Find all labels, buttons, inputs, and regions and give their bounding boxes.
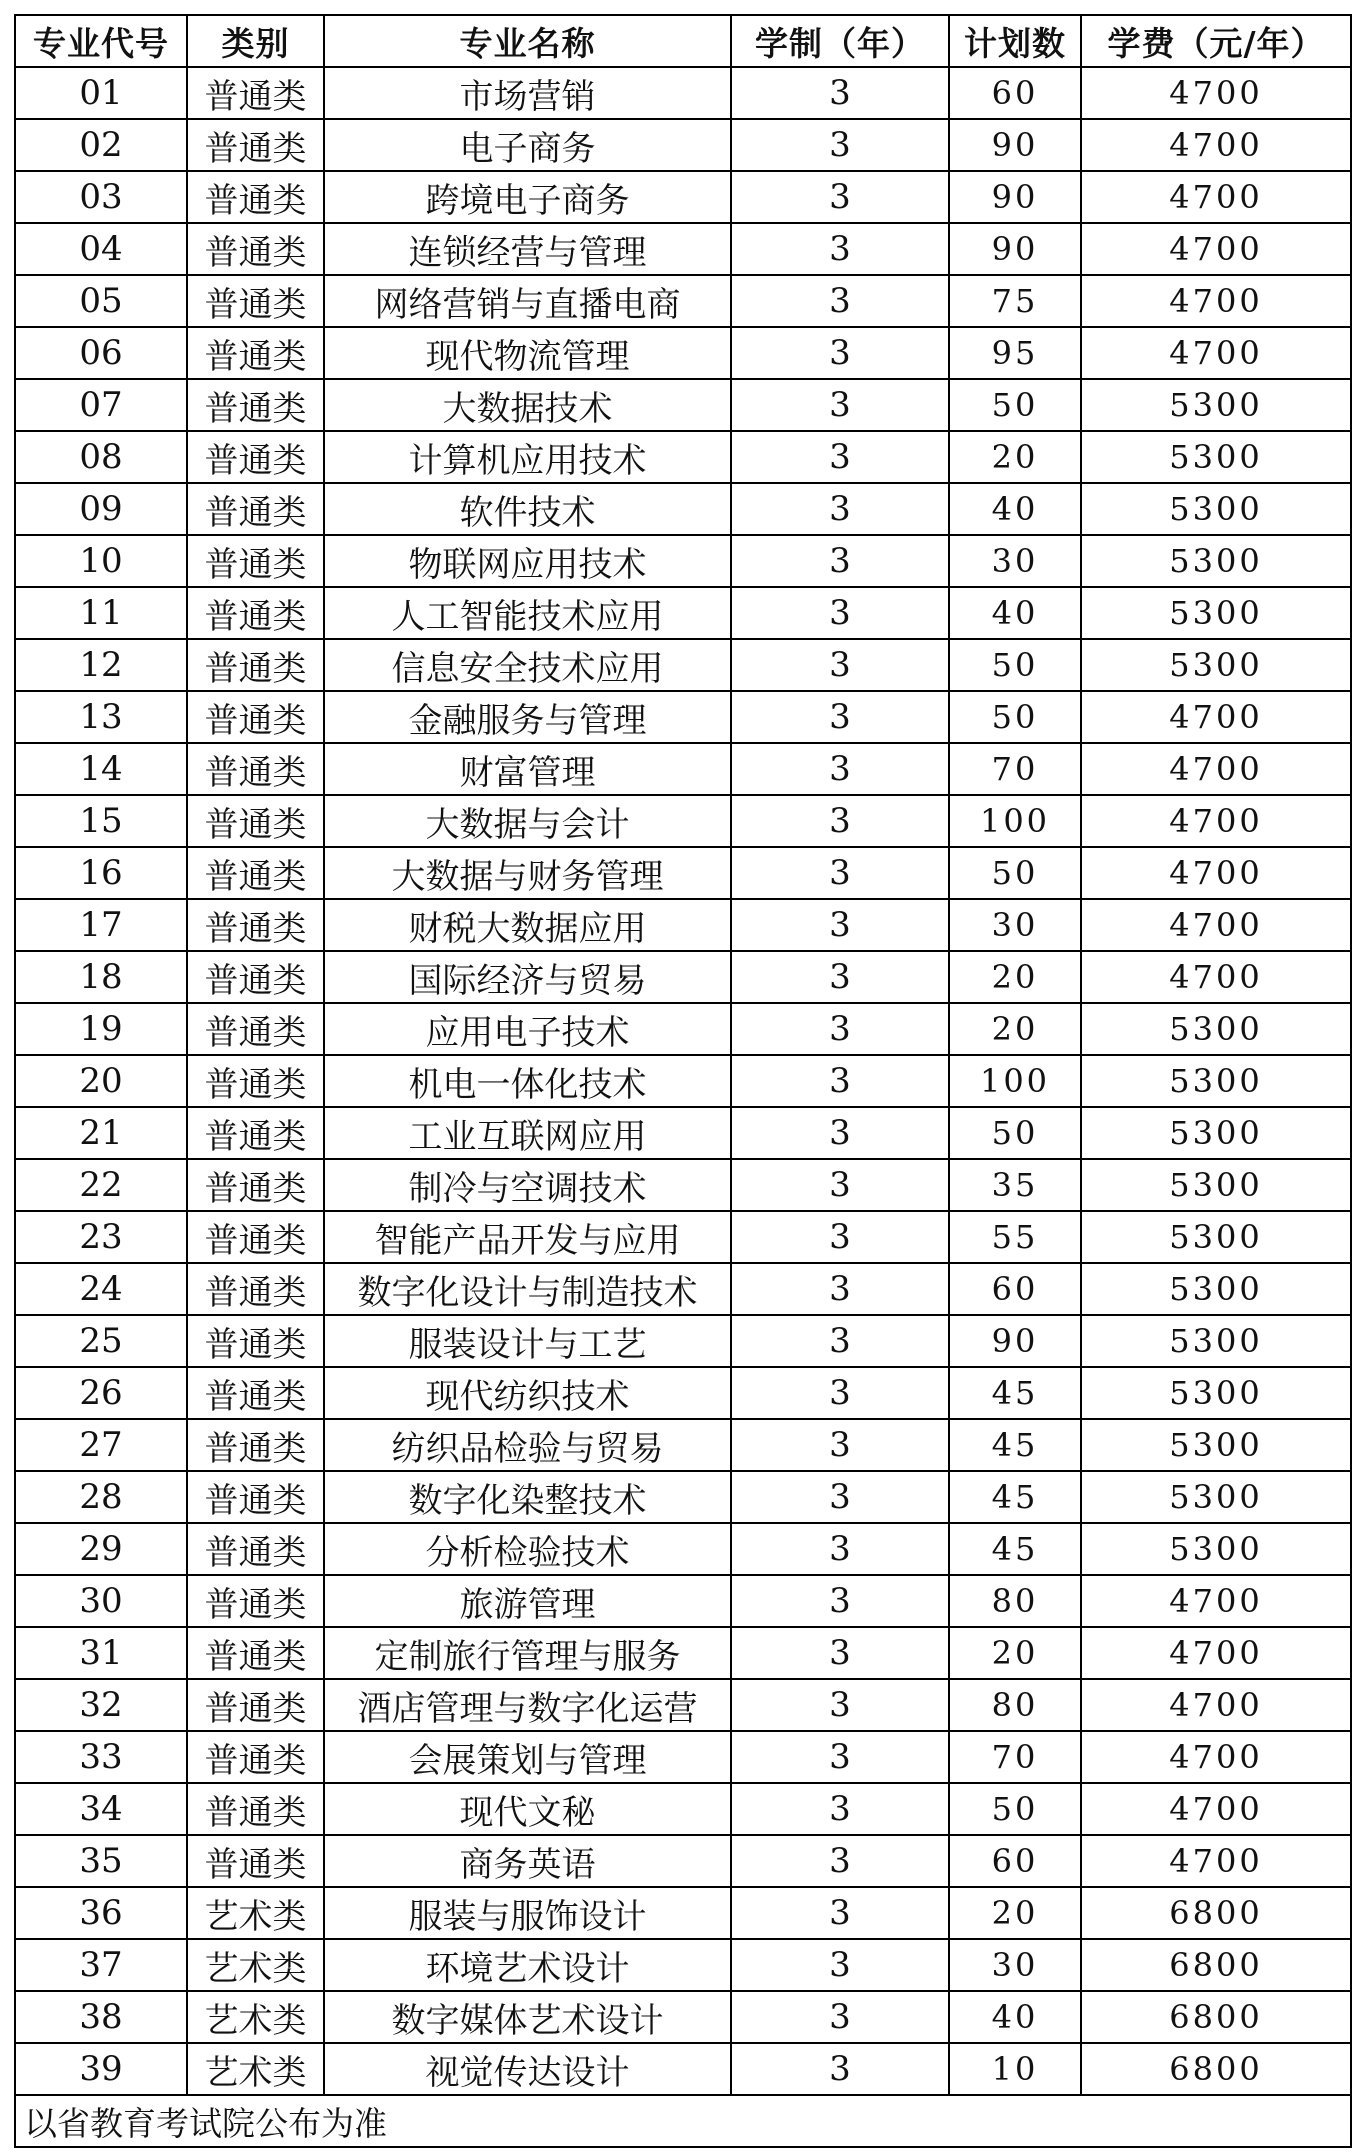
- cell-plan: 90: [949, 171, 1081, 223]
- cell-code: 05: [15, 275, 187, 327]
- cell-plan: 30: [949, 899, 1081, 951]
- table-row: [15, 899, 1351, 951]
- table-row: [15, 1159, 1351, 1211]
- cell-plan: 30: [949, 535, 1081, 587]
- cell-category: 普通类: [187, 1367, 324, 1419]
- cell-category: 普通类: [187, 1731, 324, 1783]
- cell-name: 网络营销与直播电商: [324, 275, 731, 327]
- cell-code: 22: [15, 1159, 187, 1211]
- cell-name: 软件技术: [324, 483, 731, 535]
- table-row: [15, 483, 1351, 535]
- cell-fee: 5300: [1081, 639, 1351, 691]
- table-row: [15, 847, 1351, 899]
- cell-category: 普通类: [187, 639, 324, 691]
- cell-category: 普通类: [187, 1263, 324, 1315]
- cell-code: 25: [15, 1315, 187, 1367]
- cell-fee: 6800: [1081, 2043, 1351, 2095]
- cell-category: 艺术类: [187, 2043, 324, 2095]
- cell-fee: 5300: [1081, 1107, 1351, 1159]
- cell-plan: 20: [949, 1003, 1081, 1055]
- cell-fee: 5300: [1081, 1523, 1351, 1575]
- cell-category: 普通类: [187, 275, 324, 327]
- cell-fee: 5300: [1081, 1367, 1351, 1419]
- cell-code: 02: [15, 119, 187, 171]
- cell-category: 普通类: [187, 587, 324, 639]
- table-row: [15, 67, 1351, 119]
- cell-plan: 90: [949, 1315, 1081, 1367]
- cell-code: 03: [15, 171, 187, 223]
- cell-plan: 60: [949, 67, 1081, 119]
- cell-years: 3: [731, 1419, 949, 1471]
- cell-years: 3: [731, 1575, 949, 1627]
- cell-category: 普通类: [187, 379, 324, 431]
- cell-name: 跨境电子商务: [324, 171, 731, 223]
- cell-name: 连锁经营与管理: [324, 223, 731, 275]
- cell-category: 普通类: [187, 1471, 324, 1523]
- table-row: [15, 743, 1351, 795]
- table-row: [15, 379, 1351, 431]
- cell-plan: 20: [949, 1887, 1081, 1939]
- table-row: [15, 431, 1351, 483]
- header-plan: 计划数: [949, 15, 1081, 67]
- table-row: [15, 535, 1351, 587]
- cell-years: 3: [731, 639, 949, 691]
- cell-years: 3: [731, 1991, 949, 2043]
- cell-plan: 70: [949, 1731, 1081, 1783]
- cell-name: 市场营销: [324, 67, 731, 119]
- table-row: [15, 1211, 1351, 1263]
- table-header-row: [15, 15, 1351, 67]
- cell-fee: 4700: [1081, 743, 1351, 795]
- cell-name: 酒店管理与数字化运营: [324, 1679, 731, 1731]
- cell-name: 大数据技术: [324, 379, 731, 431]
- cell-fee: 4700: [1081, 223, 1351, 275]
- cell-category: 普通类: [187, 1107, 324, 1159]
- cell-plan: 100: [949, 1055, 1081, 1107]
- cell-years: 3: [731, 691, 949, 743]
- cell-code: 19: [15, 1003, 187, 1055]
- cell-code: 04: [15, 223, 187, 275]
- table-row: [15, 1939, 1351, 1991]
- cell-category: 普通类: [187, 1055, 324, 1107]
- cell-fee: 4700: [1081, 1627, 1351, 1679]
- cell-category: 艺术类: [187, 1991, 324, 2043]
- cell-fee: 4700: [1081, 795, 1351, 847]
- cell-code: 29: [15, 1523, 187, 1575]
- cell-name: 数字化染整技术: [324, 1471, 731, 1523]
- cell-years: 3: [731, 1731, 949, 1783]
- table-row: [15, 1315, 1351, 1367]
- table-row: [15, 275, 1351, 327]
- cell-name: 机电一体化技术: [324, 1055, 731, 1107]
- cell-code: 27: [15, 1419, 187, 1471]
- cell-plan: 60: [949, 1835, 1081, 1887]
- cell-code: 32: [15, 1679, 187, 1731]
- cell-category: 普通类: [187, 67, 324, 119]
- cell-code: 16: [15, 847, 187, 899]
- cell-fee: 6800: [1081, 1991, 1351, 2043]
- cell-name: 大数据与财务管理: [324, 847, 731, 899]
- cell-name: 环境艺术设计: [324, 1939, 731, 1991]
- cell-years: 3: [731, 275, 949, 327]
- cell-code: 01: [15, 67, 187, 119]
- cell-name: 服装与服饰设计: [324, 1887, 731, 1939]
- cell-category: 普通类: [187, 1315, 324, 1367]
- cell-name: 纺织品检验与贸易: [324, 1419, 731, 1471]
- footer-note: 以省教育考试院公布为准: [15, 2095, 1351, 2147]
- cell-fee: 5300: [1081, 1263, 1351, 1315]
- table-footer-row: [15, 2095, 1351, 2147]
- cell-category: 普通类: [187, 951, 324, 1003]
- cell-code: 20: [15, 1055, 187, 1107]
- cell-name: 数字化设计与制造技术: [324, 1263, 731, 1315]
- cell-years: 3: [731, 1367, 949, 1419]
- cell-years: 3: [731, 951, 949, 1003]
- cell-category: 普通类: [187, 223, 324, 275]
- cell-category: 普通类: [187, 1419, 324, 1471]
- cell-years: 3: [731, 795, 949, 847]
- cell-name: 旅游管理: [324, 1575, 731, 1627]
- cell-fee: 4700: [1081, 171, 1351, 223]
- cell-name: 服装设计与工艺: [324, 1315, 731, 1367]
- cell-category: 普通类: [187, 1575, 324, 1627]
- cell-plan: 90: [949, 223, 1081, 275]
- cell-name: 制冷与空调技术: [324, 1159, 731, 1211]
- cell-name: 金融服务与管理: [324, 691, 731, 743]
- table-row: [15, 1627, 1351, 1679]
- cell-years: 3: [731, 171, 949, 223]
- cell-years: 3: [731, 1523, 949, 1575]
- cell-fee: 5300: [1081, 535, 1351, 587]
- cell-years: 3: [731, 1835, 949, 1887]
- cell-code: 17: [15, 899, 187, 951]
- table-row: [15, 1419, 1351, 1471]
- cell-name: 应用电子技术: [324, 1003, 731, 1055]
- table-row: [15, 1835, 1351, 1887]
- cell-category: 普通类: [187, 1523, 324, 1575]
- cell-plan: 45: [949, 1471, 1081, 1523]
- cell-code: 12: [15, 639, 187, 691]
- cell-years: 3: [731, 1471, 949, 1523]
- cell-name: 信息安全技术应用: [324, 639, 731, 691]
- cell-fee: 5300: [1081, 1211, 1351, 1263]
- cell-name: 物联网应用技术: [324, 535, 731, 587]
- cell-category: 普通类: [187, 795, 324, 847]
- cell-fee: 6800: [1081, 1887, 1351, 1939]
- cell-name: 财税大数据应用: [324, 899, 731, 951]
- table-row: [15, 1783, 1351, 1835]
- cell-name: 电子商务: [324, 119, 731, 171]
- cell-code: 14: [15, 743, 187, 795]
- cell-fee: 4700: [1081, 67, 1351, 119]
- cell-category: 普通类: [187, 899, 324, 951]
- cell-code: 10: [15, 535, 187, 587]
- cell-code: 31: [15, 1627, 187, 1679]
- cell-code: 39: [15, 2043, 187, 2095]
- cell-plan: 10: [949, 2043, 1081, 2095]
- cell-years: 3: [731, 1627, 949, 1679]
- header-name: 专业名称: [324, 15, 731, 67]
- cell-years: 3: [731, 1679, 949, 1731]
- cell-plan: 50: [949, 691, 1081, 743]
- table-row: [15, 2043, 1351, 2095]
- cell-plan: 35: [949, 1159, 1081, 1211]
- cell-code: 23: [15, 1211, 187, 1263]
- cell-years: 3: [731, 1211, 949, 1263]
- table-row: [15, 1003, 1351, 1055]
- cell-plan: 50: [949, 639, 1081, 691]
- cell-code: 33: [15, 1731, 187, 1783]
- cell-fee: 4700: [1081, 1731, 1351, 1783]
- cell-category: 普通类: [187, 1783, 324, 1835]
- cell-code: 28: [15, 1471, 187, 1523]
- table-row: [15, 327, 1351, 379]
- cell-years: 3: [731, 847, 949, 899]
- cell-code: 34: [15, 1783, 187, 1835]
- enrollment-plan-table: [14, 14, 1352, 2148]
- cell-fee: 4700: [1081, 275, 1351, 327]
- cell-code: 37: [15, 1939, 187, 1991]
- cell-name: 国际经济与贸易: [324, 951, 731, 1003]
- cell-years: 3: [731, 1887, 949, 1939]
- cell-fee: 5300: [1081, 483, 1351, 535]
- cell-name: 会展策划与管理: [324, 1731, 731, 1783]
- cell-fee: 4700: [1081, 119, 1351, 171]
- cell-plan: 40: [949, 587, 1081, 639]
- table-row: [15, 691, 1351, 743]
- cell-fee: 4700: [1081, 1575, 1351, 1627]
- cell-name: 商务英语: [324, 1835, 731, 1887]
- cell-years: 3: [731, 327, 949, 379]
- table-row: [15, 1367, 1351, 1419]
- cell-category: 普通类: [187, 327, 324, 379]
- header-code: 专业代号: [15, 15, 187, 67]
- cell-code: 13: [15, 691, 187, 743]
- table-row: [15, 639, 1351, 691]
- cell-fee: 4700: [1081, 1679, 1351, 1731]
- cell-years: 3: [731, 1315, 949, 1367]
- cell-years: 3: [731, 67, 949, 119]
- cell-plan: 40: [949, 1991, 1081, 2043]
- cell-years: 3: [731, 223, 949, 275]
- cell-plan: 50: [949, 1783, 1081, 1835]
- cell-code: 07: [15, 379, 187, 431]
- cell-category: 普通类: [187, 535, 324, 587]
- cell-code: 24: [15, 1263, 187, 1315]
- table-row: [15, 1107, 1351, 1159]
- cell-fee: 5300: [1081, 379, 1351, 431]
- cell-plan: 60: [949, 1263, 1081, 1315]
- cell-plan: 80: [949, 1575, 1081, 1627]
- cell-years: 3: [731, 1055, 949, 1107]
- cell-name: 现代纺织技术: [324, 1367, 731, 1419]
- cell-years: 3: [731, 1159, 949, 1211]
- cell-category: 普通类: [187, 1003, 324, 1055]
- cell-years: 3: [731, 379, 949, 431]
- cell-plan: 95: [949, 327, 1081, 379]
- cell-plan: 75: [949, 275, 1081, 327]
- cell-code: 15: [15, 795, 187, 847]
- cell-code: 26: [15, 1367, 187, 1419]
- table-row: [15, 1575, 1351, 1627]
- cell-code: 09: [15, 483, 187, 535]
- cell-years: 3: [731, 483, 949, 535]
- table-row: [15, 1991, 1351, 2043]
- cell-fee: 5300: [1081, 1471, 1351, 1523]
- cell-name: 现代文秘: [324, 1783, 731, 1835]
- cell-fee: 5300: [1081, 1315, 1351, 1367]
- cell-category: 艺术类: [187, 1939, 324, 1991]
- cell-category: 普通类: [187, 1159, 324, 1211]
- cell-code: 36: [15, 1887, 187, 1939]
- cell-category: 普通类: [187, 1627, 324, 1679]
- cell-name: 计算机应用技术: [324, 431, 731, 483]
- table-row: [15, 1679, 1351, 1731]
- cell-plan: 45: [949, 1523, 1081, 1575]
- cell-fee: 5300: [1081, 1055, 1351, 1107]
- cell-name: 大数据与会计: [324, 795, 731, 847]
- cell-plan: 50: [949, 379, 1081, 431]
- table-row: [15, 119, 1351, 171]
- header-years: 学制（年）: [731, 15, 949, 67]
- table-row: [15, 1263, 1351, 1315]
- cell-plan: 50: [949, 847, 1081, 899]
- table-row: [15, 587, 1351, 639]
- table-row: [15, 223, 1351, 275]
- cell-category: 艺术类: [187, 1887, 324, 1939]
- cell-name: 现代物流管理: [324, 327, 731, 379]
- table-row: [15, 1887, 1351, 1939]
- cell-category: 普通类: [187, 171, 324, 223]
- cell-fee: 5300: [1081, 1003, 1351, 1055]
- cell-fee: 4700: [1081, 951, 1351, 1003]
- cell-fee: 4700: [1081, 1783, 1351, 1835]
- cell-code: 35: [15, 1835, 187, 1887]
- table-row: [15, 951, 1351, 1003]
- cell-fee: 4700: [1081, 1835, 1351, 1887]
- cell-plan: 45: [949, 1367, 1081, 1419]
- cell-code: 38: [15, 1991, 187, 2043]
- cell-category: 普通类: [187, 1211, 324, 1263]
- cell-category: 普通类: [187, 1835, 324, 1887]
- cell-plan: 80: [949, 1679, 1081, 1731]
- cell-fee: 4700: [1081, 847, 1351, 899]
- cell-fee: 5300: [1081, 1159, 1351, 1211]
- cell-plan: 30: [949, 1939, 1081, 1991]
- cell-category: 普通类: [187, 431, 324, 483]
- cell-name: 工业互联网应用: [324, 1107, 731, 1159]
- cell-plan: 20: [949, 431, 1081, 483]
- cell-plan: 20: [949, 1627, 1081, 1679]
- table-body: [15, 67, 1351, 2095]
- cell-years: 3: [731, 1939, 949, 1991]
- cell-plan: 50: [949, 1107, 1081, 1159]
- cell-plan: 45: [949, 1419, 1081, 1471]
- cell-fee: 4700: [1081, 327, 1351, 379]
- cell-name: 智能产品开发与应用: [324, 1211, 731, 1263]
- table-row: [15, 1471, 1351, 1523]
- header-fee: 学费（元/年）: [1081, 15, 1351, 67]
- table-row: [15, 1055, 1351, 1107]
- cell-years: 3: [731, 743, 949, 795]
- cell-years: 3: [731, 119, 949, 171]
- table-row: [15, 1731, 1351, 1783]
- cell-category: 普通类: [187, 483, 324, 535]
- cell-plan: 100: [949, 795, 1081, 847]
- cell-years: 3: [731, 1783, 949, 1835]
- cell-plan: 55: [949, 1211, 1081, 1263]
- cell-category: 普通类: [187, 119, 324, 171]
- cell-fee: 4700: [1081, 691, 1351, 743]
- cell-years: 3: [731, 431, 949, 483]
- cell-plan: 90: [949, 119, 1081, 171]
- cell-plan: 20: [949, 951, 1081, 1003]
- table-row: [15, 1523, 1351, 1575]
- cell-fee: 5300: [1081, 1419, 1351, 1471]
- cell-plan: 70: [949, 743, 1081, 795]
- cell-fee: 4700: [1081, 899, 1351, 951]
- cell-fee: 5300: [1081, 431, 1351, 483]
- table-row: [15, 171, 1351, 223]
- cell-years: 3: [731, 1003, 949, 1055]
- cell-code: 30: [15, 1575, 187, 1627]
- cell-category: 普通类: [187, 743, 324, 795]
- cell-code: 18: [15, 951, 187, 1003]
- cell-years: 3: [731, 1107, 949, 1159]
- cell-category: 普通类: [187, 691, 324, 743]
- cell-category: 普通类: [187, 847, 324, 899]
- cell-category: 普通类: [187, 1679, 324, 1731]
- cell-name: 视觉传达设计: [324, 2043, 731, 2095]
- cell-fee: 5300: [1081, 587, 1351, 639]
- table-row: [15, 795, 1351, 847]
- cell-fee: 6800: [1081, 1939, 1351, 1991]
- cell-name: 数字媒体艺术设计: [324, 1991, 731, 2043]
- cell-code: 06: [15, 327, 187, 379]
- header-category: 类别: [187, 15, 324, 67]
- cell-years: 3: [731, 1263, 949, 1315]
- cell-years: 3: [731, 2043, 949, 2095]
- cell-code: 08: [15, 431, 187, 483]
- cell-years: 3: [731, 535, 949, 587]
- cell-name: 财富管理: [324, 743, 731, 795]
- cell-plan: 40: [949, 483, 1081, 535]
- cell-code: 21: [15, 1107, 187, 1159]
- cell-name: 定制旅行管理与服务: [324, 1627, 731, 1679]
- cell-name: 人工智能技术应用: [324, 587, 731, 639]
- cell-years: 3: [731, 587, 949, 639]
- cell-name: 分析检验技术: [324, 1523, 731, 1575]
- cell-years: 3: [731, 899, 949, 951]
- cell-code: 11: [15, 587, 187, 639]
